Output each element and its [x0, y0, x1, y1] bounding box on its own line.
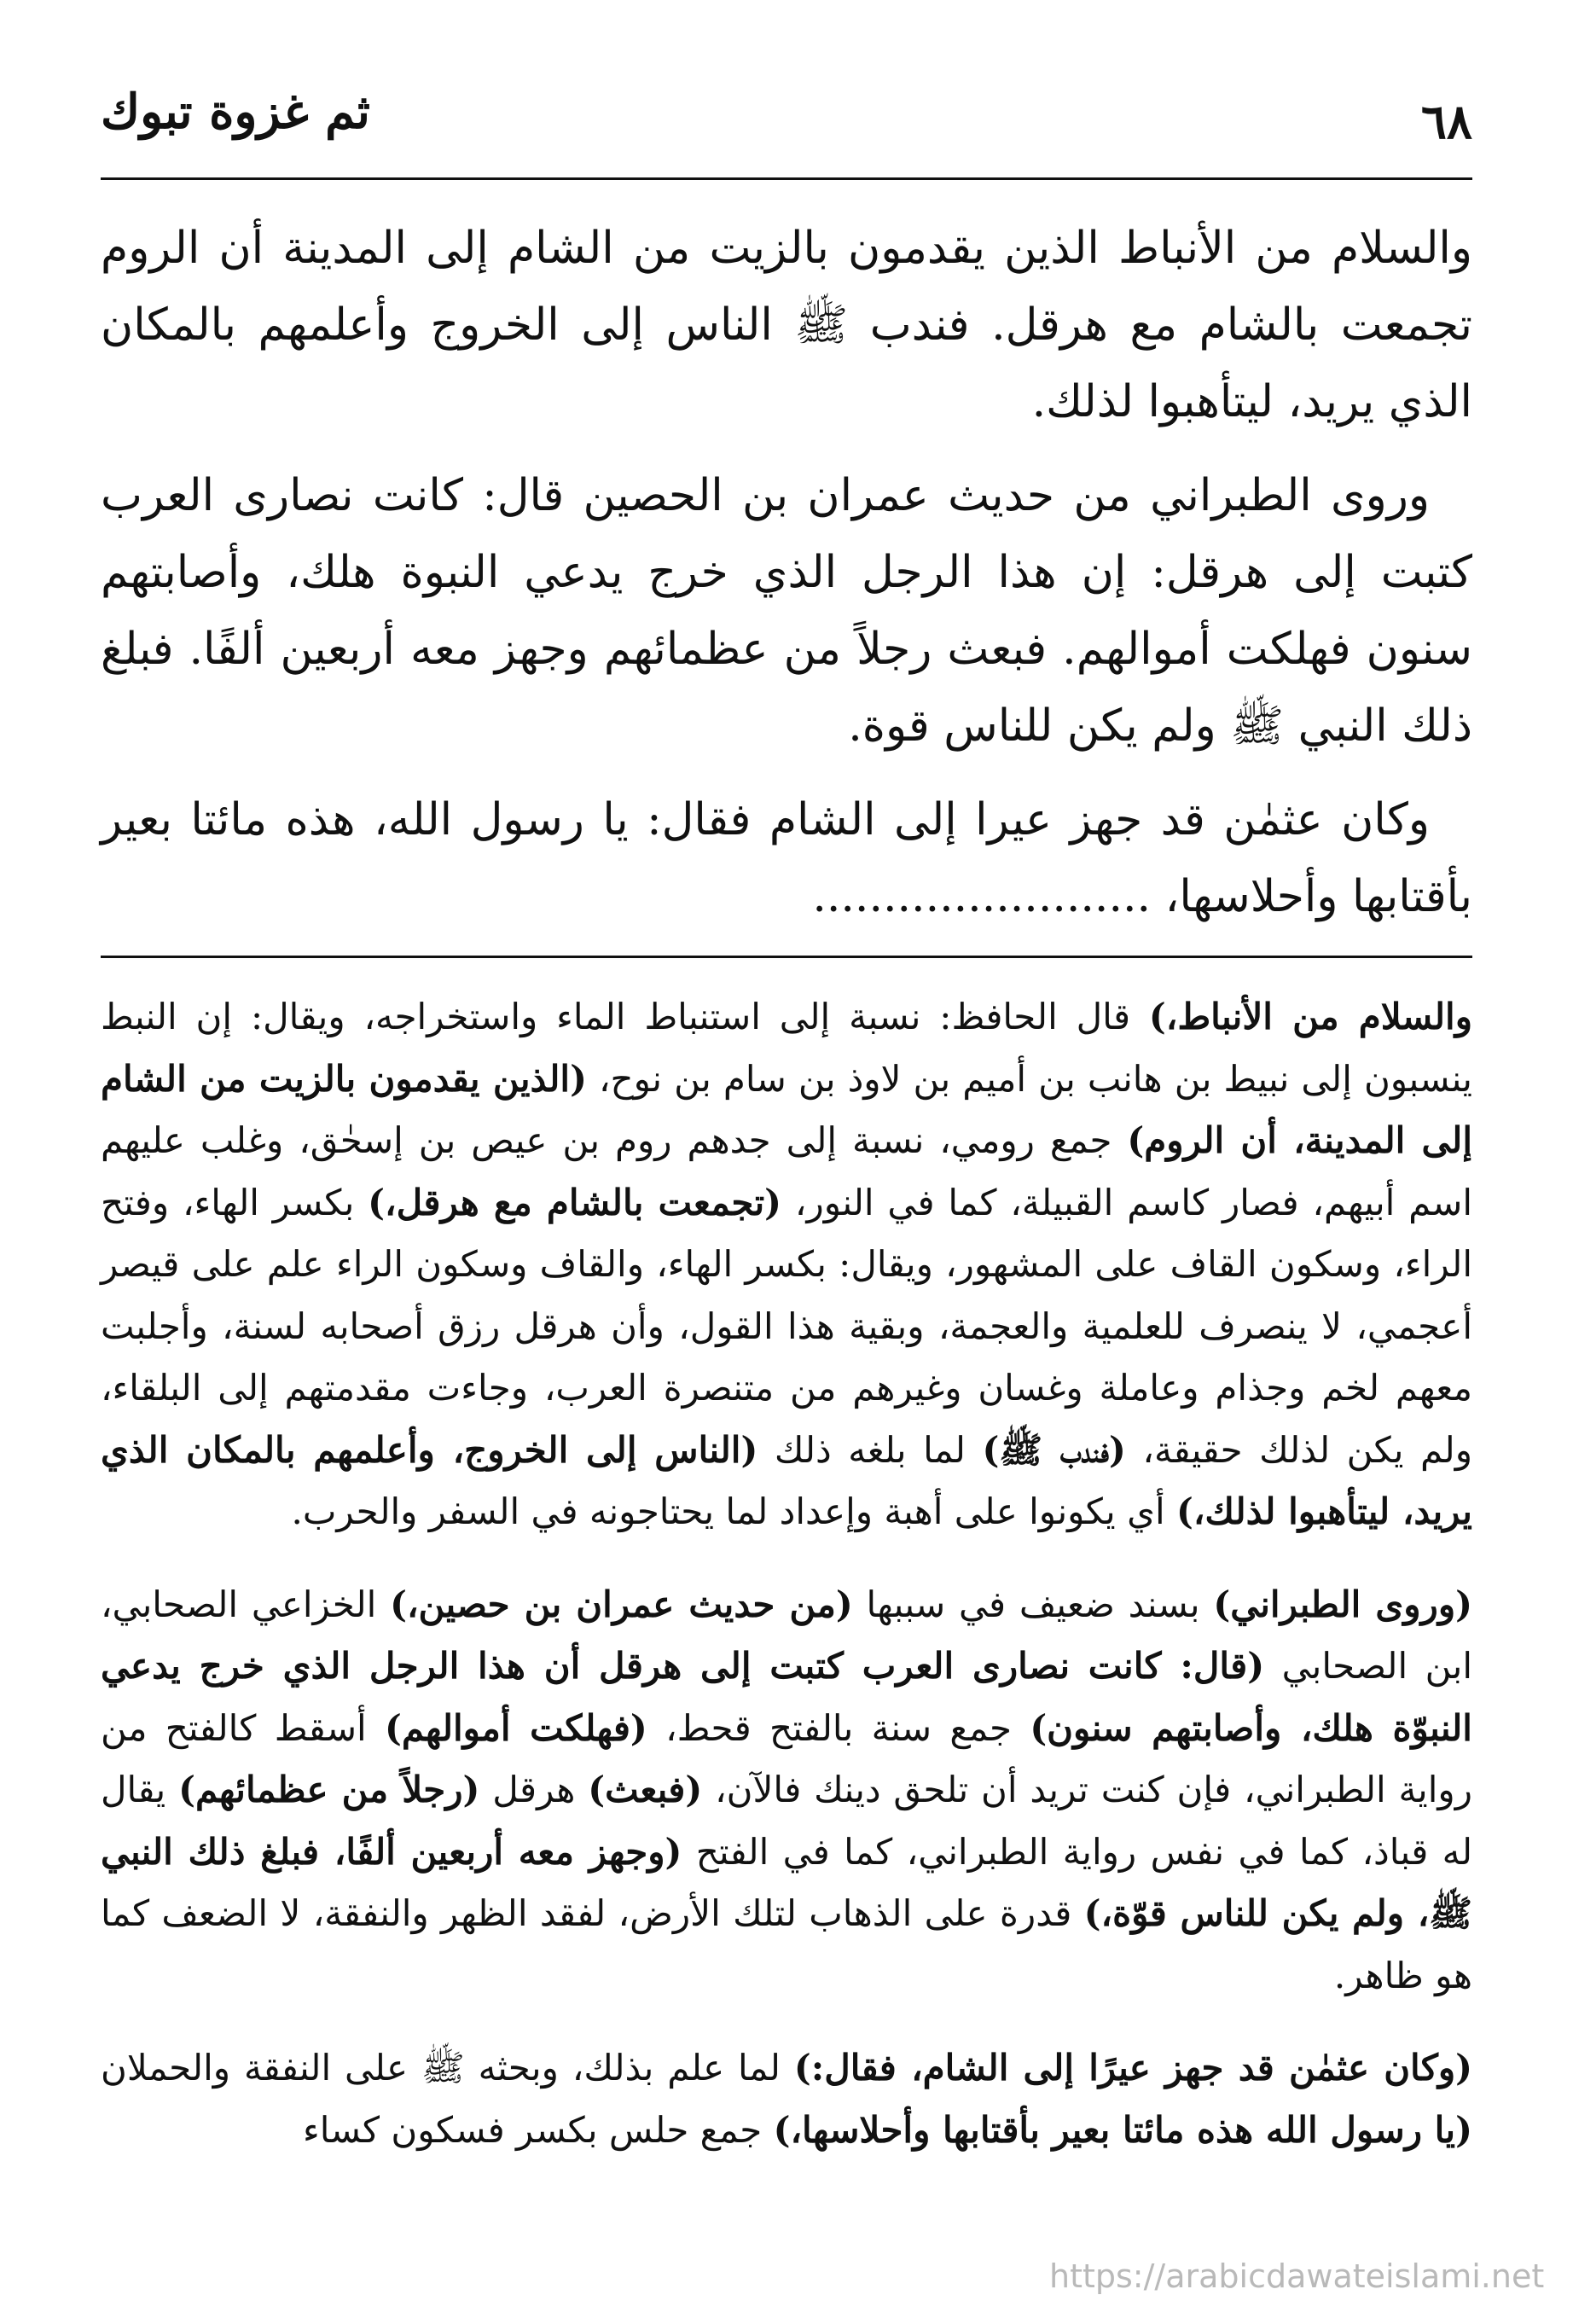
commentary-segment: (قال: كانت نصارى العرب كتبت إلى هرقل أن هذا الرجل الذي خرج يدعي النبوّة هلك، وأصابتهم سنون)	[101, 1645, 1472, 1749]
page-header	[101, 75, 1472, 169]
commentary-segment: (وروى الطبراني)	[1213, 1583, 1472, 1625]
main-paragraph: وكان عثمٰن قد جهز عيرا إلى الشام فقال: يا رسول الله، هذه مائتا بعير بأقتابها وأحلاسها، ........................	[101, 794, 1472, 922]
commentary-segment: (الناس إلى الخروج، وأعلمهم بالمكان الذي يريد، ليتأهبوا لذلك،)	[101, 1428, 1472, 1532]
watermark-url: https://arabicdawateislami.net	[1049, 2257, 1545, 2295]
running-title: ثم غزوة تبوك	[101, 84, 370, 140]
commentary-segment: (يا رسول الله هذه مائتا بعير بأقتابها وأحلاسها،)	[773, 2108, 1472, 2151]
commentary-segment: (وجهز معه أربعين ألفًا، فبلغ ذلك النبي ﷺ، ولم يكن للناس قوّة،)	[101, 1830, 1472, 1934]
commentary-segment: أسقط كالفتح من رواية الطبراني، فإن كنت تريد أن تلحق دينك فالآن،	[101, 1706, 1472, 1810]
commentary-paragraph	[101, 1574, 1472, 2007]
commentary-segment: لما بلغه ذلك	[757, 1428, 983, 1471]
commentary-segment: هرقل	[479, 1769, 589, 1810]
commentary-segment: (من حديث عمران بن حصين،)	[390, 1583, 853, 1625]
commentary-segment: لما علم بذلك، وبحثه ﷺ على النفقة والحملان	[101, 2047, 794, 2089]
commentary-segment: جمع سنة بالفتح قحط،	[647, 1706, 1030, 1749]
commentary-segment: (رجلاً من عظمائهم)	[178, 1769, 480, 1810]
separator-rule	[101, 956, 1472, 958]
commentary-segment: قدرة على الذهاب لتلك الأرض، لفقد الظهر والنفقة، لا الضعف كما هو ظاهر.	[101, 1892, 1472, 1996]
commentary-paragraph	[101, 2037, 1472, 2161]
commentary-segment: جمع رومي، نسبة إلى جدهم روم بن عيص بن إسحٰق، وغلب عليهم اسم أبيهم، فصار كاسم القبيلة، كما في النور،	[101, 1119, 1472, 1223]
commentary-segment: (فهلكت أموالهم)	[385, 1706, 647, 1749]
commentary-paragraph	[101, 986, 1472, 1543]
commentary	[101, 986, 1472, 2192]
header-rule	[101, 177, 1472, 180]
commentary-segment: جمع حلس بكسر فسكون كساء	[303, 2108, 774, 2151]
commentary-segment: والسلام من الأنباط،)	[1148, 996, 1472, 1037]
commentary-segment: بسند ضعيف في سببها	[852, 1583, 1214, 1625]
commentary-segment: (وكان عثمٰن قد جهز عيرًا إلى الشام، فقال:)	[793, 2047, 1472, 2089]
commentary-segment: (فندب ﷺ)	[982, 1428, 1126, 1471]
commentary-segment: بكسر الهاء، وفتح الراء، وسكون القاف على المشهور، ويقال: بكسر الهاء، والقاف وسكون الراء علم على قيصر أعجمي، لا ينصرف للعلمية والعجمة، وبقية هذا القول، وأن هرقل رزق أصحابه لسنة، وأجلبت معهم لخم وجذام وعاملة وغسان وغيرهم من متنصرة العرب، وجاءت مقدمتهم إلى البلقاء، ولم يكن لذلك حقيقة،	[101, 1181, 1473, 1471]
commentary-segment: (الذين يقدمون بالزيت من الشام إلى المدينة، أن الروم)	[101, 1057, 1472, 1161]
main-paragraph: وروى الطبراني من حديث عمران بن الحصين قال: كانت نصارى العرب كتبت إلى هرقل: إن هذا الرجل الذي خرج يدعي النبوة هلك، وأصابتهم سنون فهلكت أموالهم. فبعث رجلاً من عظمائهم وجهز معه أربعين ألفًا. فبلغ ذلك النبي ﷺ ولم يكن للناس قوة.	[101, 470, 1472, 752]
commentary-segment: أي يكونوا على أهبة وإعداد لما يحتاجونه في السفر والحرب.	[291, 1490, 1176, 1532]
commentary-segment: (فبعث)	[588, 1769, 703, 1810]
main-paragraph: والسلام من الأنباط الذين يقدمون بالزيت من الشام إلى المدينة أن الروم تجمعت بالشام مع هرقل. فندب ﷺ الناس إلى الخروج وأعلمهم بالمكان الذي يريد، ليتأهبوا لذلك.	[101, 223, 1472, 427]
page-number: ٦٨	[1420, 94, 1472, 150]
commentary-segment: قال الحافظ: نسبة إلى استنباط الماء واستخراجه، ويقال: إن النبط ينسبون إلى نبيط بن هانب بن أميم بن لاوذ بن سام بن نوح،	[101, 996, 1472, 1100]
commentary-segment: يقال له قباذ، كما في نفس رواية الطبراني، كما في الفتح	[101, 1769, 1472, 1873]
commentary-segment: الخزاعي الصحابي، ابن الصحابي	[101, 1583, 1472, 1687]
main-text	[101, 210, 1472, 952]
commentary-segment: (تجمعت بالشام مع هرقل،)	[368, 1181, 782, 1223]
